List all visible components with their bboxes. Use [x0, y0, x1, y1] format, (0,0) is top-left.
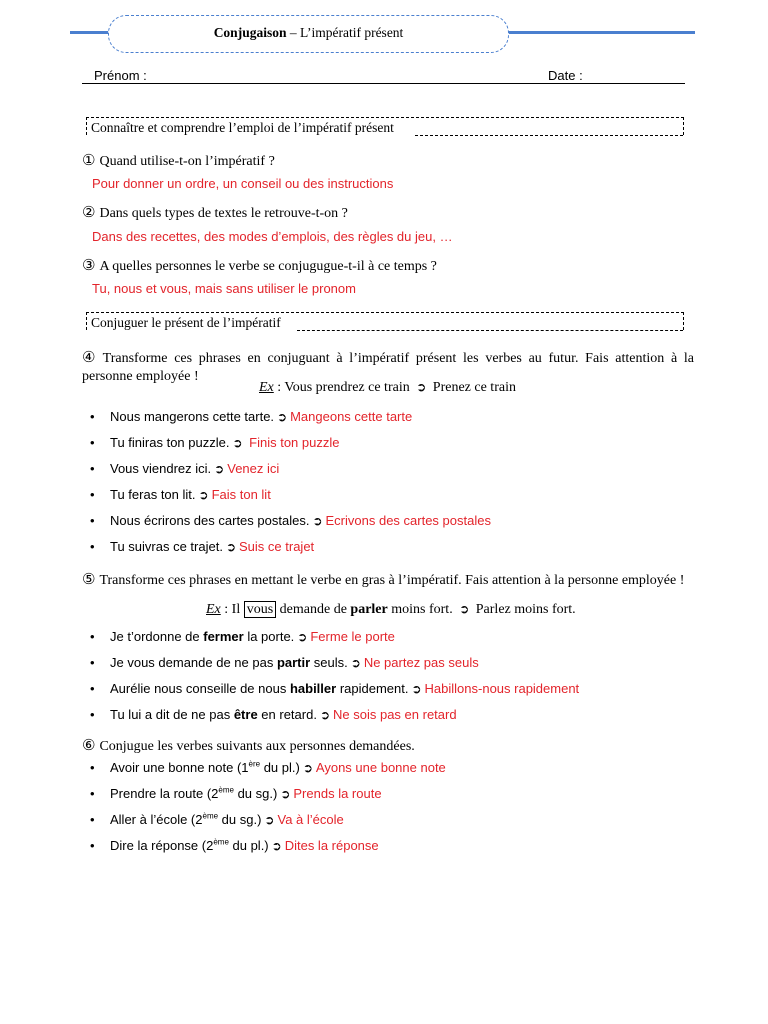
exercise-number: ⑤	[82, 570, 96, 588]
item-text	[110, 707, 457, 722]
question-1	[82, 151, 275, 170]
arrow-icon: ➲	[277, 410, 288, 424]
answer-2: Dans des recettes, des modes d’emplois, des règles du jeu, …	[92, 229, 453, 244]
section-title: Conjuguer le présent de l’impératif	[91, 315, 281, 330]
item-answer: Finis ton puzzle	[245, 435, 340, 450]
answer-1: Pour donner un ordre, un conseil ou des instructions	[92, 176, 394, 191]
arrow-icon: ➲	[459, 602, 470, 616]
instruction-text: Transforme ces phrases en mettant le verbe en gras à l’impératif. Fais attention à la personne employée !	[99, 573, 685, 588]
item-text	[110, 681, 579, 696]
arrow-icon: ➲	[302, 761, 313, 775]
question-text: A quelles personnes le verbe se conjugugue-t-il à ce temps ?	[99, 259, 437, 274]
exercise-4-example	[259, 380, 516, 396]
item-superscript: ère	[248, 759, 261, 769]
bullet-icon: •	[90, 760, 95, 775]
arrow-icon: ➲	[225, 540, 237, 554]
bullet-icon: •	[90, 629, 95, 644]
item-answer: Suis ce trajet	[239, 539, 315, 554]
item-text	[110, 629, 395, 644]
bullet-icon: •	[90, 681, 95, 696]
item-answer: Ne partez pas seuls	[363, 655, 479, 670]
page-title	[109, 25, 508, 41]
prenom-label: Prénom :	[94, 68, 147, 83]
exercise-5-example	[206, 602, 576, 618]
example-result: Prenez ce train	[429, 380, 516, 395]
question-number: ②	[82, 203, 96, 221]
item-phrase: Je vous demande de ne pas	[110, 655, 277, 670]
item-phrase: Tu suivras ce trajet.	[110, 539, 223, 554]
bullet-icon: •	[90, 655, 95, 670]
item-phrase: seuls.	[310, 655, 348, 670]
item-text	[110, 786, 382, 801]
title-band	[0, 0, 768, 60]
arrow-icon: ➲	[312, 514, 323, 528]
bullet-icon: •	[90, 786, 95, 801]
item-bold-verb: fermer	[203, 629, 244, 644]
item-answer: Ayons une bonne note	[315, 760, 446, 775]
arrow-icon: ➲	[214, 462, 225, 476]
item-phrase: Aurélie nous conseille de nous	[110, 681, 290, 696]
title-rule-left	[70, 31, 112, 34]
title-bold: Conjugaison	[213, 25, 287, 40]
bullet-icon: •	[90, 435, 95, 450]
example-text: demande de	[276, 602, 351, 617]
item-phrase: Avoir une bonne note (1	[110, 760, 249, 775]
bullet-icon: •	[90, 707, 95, 722]
item-phrase: la porte.	[243, 629, 295, 644]
exercise-6-instruction	[82, 736, 415, 755]
example-bold-verb: parler	[350, 602, 388, 617]
item-phrase: Nous écrirons des cartes postales.	[110, 513, 310, 528]
item-superscript: ème	[202, 811, 219, 821]
item-phrase: Tu finiras ton puzzle.	[110, 435, 230, 450]
item-text	[110, 760, 446, 775]
instruction-text: Conjugue les verbes suivants aux personnes demandées.	[99, 739, 415, 754]
exercise-number: ⑥	[82, 736, 96, 754]
question-3	[82, 256, 437, 275]
section-header-emploi	[86, 117, 684, 135]
arrow-icon: ➲	[198, 488, 209, 502]
item-text	[110, 838, 379, 853]
question-number: ③	[82, 256, 96, 274]
bullet-icon: •	[90, 838, 95, 853]
item-phrase: Aller à l’école (2	[110, 812, 203, 827]
item-phrase: Prendre la route (2	[110, 786, 219, 801]
item-phrase: Dire la réponse (2	[110, 838, 214, 853]
section-title: Connaître et comprendre l’emploi de l’impératif présent	[91, 120, 394, 135]
bullet-icon: •	[90, 812, 95, 827]
item-phrase: Nous mangerons cette tarte.	[110, 409, 275, 424]
title-rest: – L’impératif présent	[286, 25, 404, 40]
item-text	[110, 409, 412, 424]
arrow-icon: ➲	[264, 813, 275, 827]
example-label: Ex	[206, 602, 221, 617]
bullet-icon: •	[90, 409, 95, 424]
item-phrase: Tu lui a dit de ne pas	[110, 707, 234, 722]
arrow-icon: ➲	[350, 656, 361, 670]
item-phrase: Je t’ordonne de	[110, 629, 204, 644]
arrow-icon: ➲	[411, 682, 422, 696]
title-rule-right	[503, 31, 695, 34]
item-superscript: ème	[218, 785, 234, 795]
item-phrase: du pl.)	[228, 838, 269, 853]
section-header-conjuguer	[86, 312, 684, 330]
item-answer: Habillons-nous rapidement	[424, 681, 580, 696]
item-text	[110, 812, 344, 827]
question-number: ①	[82, 151, 96, 169]
section-underline	[297, 330, 683, 331]
arrow-icon: ➲	[319, 708, 331, 722]
example-label: Ex	[259, 380, 274, 395]
arrow-icon: ➲	[232, 436, 243, 450]
answer-3: Tu, nous et vous, mais sans utiliser le pronom	[92, 281, 356, 296]
bullet-icon: •	[90, 461, 95, 476]
item-bold-verb: être	[233, 707, 258, 722]
exercise-5-instruction	[82, 570, 694, 590]
item-text	[110, 513, 491, 528]
item-answer: Mangeons cette tarte	[290, 409, 413, 424]
item-phrase: du pl.)	[260, 760, 300, 775]
item-text	[110, 487, 271, 502]
section-underline	[415, 135, 683, 136]
example-text: moins fort.	[387, 602, 457, 617]
arrow-icon: ➲	[416, 380, 427, 394]
item-answer: Ne sois pas en retard	[333, 707, 457, 722]
date-label: Date :	[548, 68, 583, 83]
item-answer: Fais ton lit	[211, 487, 271, 502]
exercise-number: ④	[82, 348, 99, 366]
example-text: : Il	[220, 602, 244, 617]
bullet-icon: •	[90, 513, 95, 528]
item-phrase: en retard.	[257, 707, 317, 722]
example-result: Parlez moins fort.	[472, 602, 576, 617]
item-answer: Ferme le porte	[310, 629, 395, 644]
arrow-icon: ➲	[297, 630, 308, 644]
question-text: Dans quels types de textes le retrouve-t-on ?	[99, 206, 348, 221]
example-text: : Vous prendrez ce train	[273, 380, 414, 395]
bullet-icon: •	[90, 487, 95, 502]
item-text	[110, 539, 314, 554]
item-phrase: du sg.)	[233, 786, 278, 801]
question-2	[82, 203, 348, 222]
item-answer: Dites la réponse	[284, 838, 379, 853]
instruction-text: Transforme ces phrases en conjuguant à l’impératif présent les verbes au futur. Fais attention à la personne employée !	[82, 351, 694, 384]
item-phrase: Tu feras ton lit.	[110, 487, 196, 502]
item-answer: Va à l’école	[277, 812, 344, 827]
item-answer: Ecrivons des cartes postales	[325, 513, 491, 528]
bullet-icon: •	[90, 539, 95, 554]
item-answer: Venez ici	[227, 461, 280, 476]
arrow-icon: ➲	[280, 787, 291, 801]
item-answer: Prends la route	[293, 786, 382, 801]
arrow-icon: ➲	[271, 839, 282, 853]
question-text: Quand utilise-t-on l’impératif ?	[99, 154, 275, 169]
boxed-pronoun: vous	[244, 601, 276, 618]
title-box	[108, 15, 509, 53]
item-bold-verb: habiller	[289, 681, 337, 696]
item-phrase: Vous viendrez ici.	[110, 461, 212, 476]
item-text	[110, 435, 339, 450]
item-text	[110, 461, 279, 476]
item-phrase: rapidement.	[336, 681, 409, 696]
item-superscript: ème	[213, 837, 229, 847]
item-text	[110, 655, 479, 670]
name-date-row	[82, 67, 685, 84]
item-phrase: du sg.)	[218, 812, 262, 827]
item-bold-verb: partir	[276, 655, 311, 670]
